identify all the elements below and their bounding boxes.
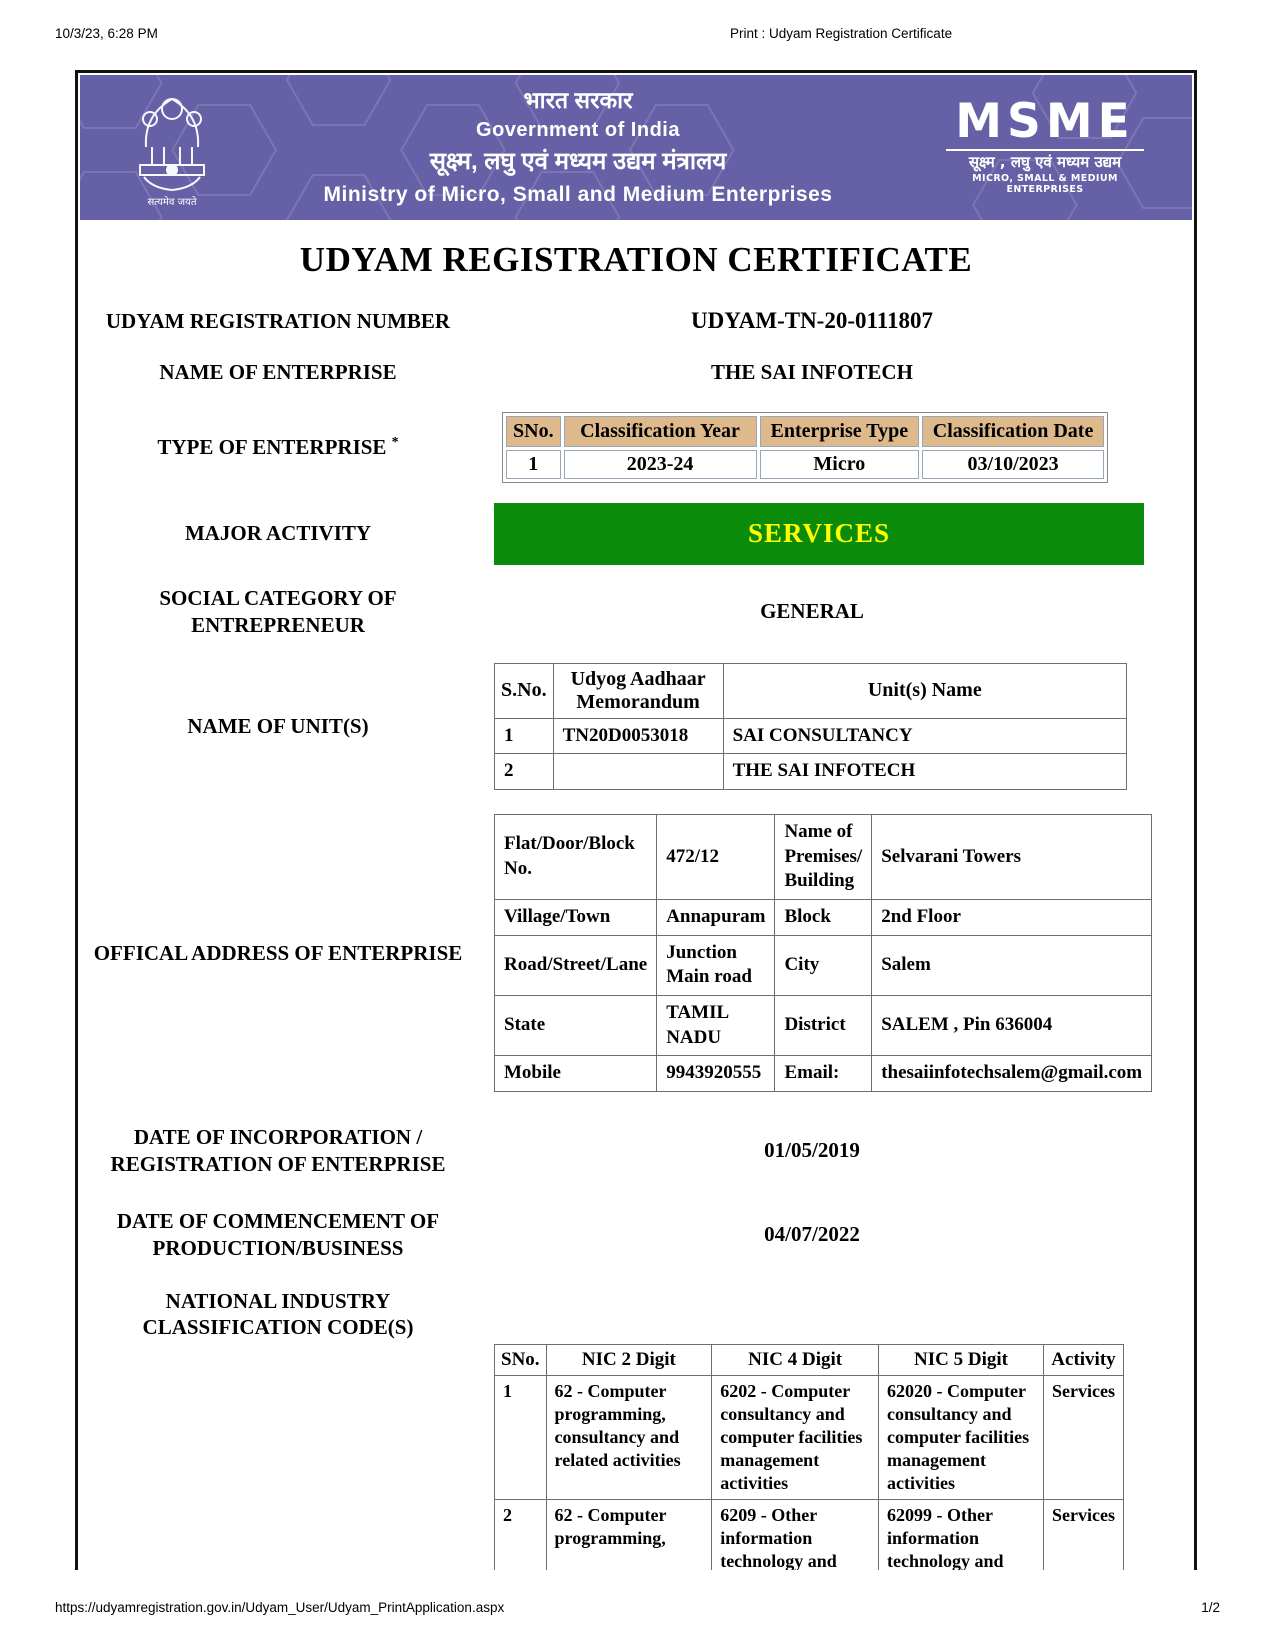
table-cell: Block: [775, 899, 872, 935]
table-cell: Road/Street/Lane: [495, 935, 657, 995]
units-label: NAME OF UNIT(S): [187, 713, 369, 738]
table-header-row: [495, 663, 1127, 718]
enterprise-type-table: [502, 412, 1108, 483]
column-header: Classification Date: [922, 416, 1104, 447]
table-cell: 1: [495, 1375, 547, 1499]
registration-number-value: UDYAM-TN-20-0111807: [691, 308, 933, 334]
address-row: [78, 814, 1194, 1092]
print-datetime: 10/3/23, 6:28 PM: [55, 26, 158, 41]
msme-logo-divider: [946, 149, 1144, 151]
msme-hindi-caption: सूक्ष्म , लघु एवं मध्यम उद्यम: [968, 153, 1122, 172]
footer-url: https://udyamregistration.gov.in/Udyam_User/Udyam_PrintApplication.aspx: [55, 1600, 505, 1615]
commencement-date-value: 04/07/2022: [764, 1222, 860, 1247]
table-cell: Micro: [760, 450, 920, 479]
table-row: [495, 899, 1152, 935]
table-cell: 2023-24: [564, 450, 757, 479]
table-cell: SALEM , Pin 636004: [872, 996, 1152, 1056]
nic-codes-label: NATIONAL INDUSTRY CLASSIFICATION CODE(S): [142, 1288, 414, 1340]
major-activity-row: [78, 503, 1194, 565]
social-category-value: GENERAL: [760, 599, 864, 624]
table-cell: City: [775, 935, 872, 995]
table-cell: Services: [1043, 1499, 1123, 1570]
table-cell: 9943920555: [657, 1056, 775, 1092]
table-row: [495, 718, 1127, 754]
nic-codes-table: [494, 1344, 1124, 1570]
table-row: [495, 1056, 1152, 1092]
print-title: Print : Udyam Registration Certificate: [730, 26, 953, 41]
govt-of-india-hindi: भारत सरकार: [523, 87, 633, 114]
enterprise-name-row: [78, 359, 1194, 386]
table-cell: Flat/Door/Block No.: [495, 814, 657, 899]
social-category-label: SOCIAL CATEGORY OF ENTREPRENEUR: [159, 585, 397, 637]
govt-of-india-english: Government of India: [476, 119, 680, 142]
ashoka-lion-capital-icon: [126, 87, 218, 191]
table-cell: 62 - Computer programming, consultancy and related activities: [546, 1375, 712, 1499]
column-header: Enterprise Type: [760, 416, 920, 447]
table-header-row: [506, 416, 1104, 447]
table-cell: 2: [495, 1499, 547, 1570]
table-cell: 62020 - Computer consultancy and computer facilities management activities: [879, 1375, 1044, 1499]
column-header: Udyog Aadhaar Memorandum: [553, 663, 723, 718]
table-row: [495, 754, 1127, 790]
commencement-date-row: [78, 1208, 1194, 1262]
table-cell: 62099 - Other information technology and: [879, 1499, 1044, 1570]
print-footer: [55, 1600, 1220, 1615]
address-label: OFFICAL ADDRESS OF ENTERPRISE: [93, 940, 463, 965]
footer-page-number: 1/2: [1201, 1600, 1220, 1615]
table-cell: Name of Premises/ Building: [775, 814, 872, 899]
major-activity-label: MAJOR ACTIVITY: [184, 521, 372, 546]
table-cell: 472/12: [657, 814, 775, 899]
nic-codes-row: [78, 1288, 1194, 1570]
table-cell: 2: [495, 754, 554, 790]
column-header: SNo.: [495, 1344, 547, 1375]
msme-logo: [936, 93, 1154, 196]
column-header: Classification Year: [564, 416, 757, 447]
table-cell: 6202 - Computer consultancy and computer facilities management activities: [712, 1375, 879, 1499]
column-header: SNo.: [506, 416, 561, 447]
table-cell: Selvarani Towers: [872, 814, 1152, 899]
table-cell: 1: [506, 450, 561, 479]
table-cell: Salem: [872, 935, 1152, 995]
table-header-row: [495, 1344, 1124, 1375]
certificate-frame: [75, 70, 1197, 1570]
social-category-row: [78, 585, 1194, 639]
enterprise-name-value: THE SAI INFOTECH: [711, 359, 913, 384]
column-header: NIC 5 Digit: [879, 1344, 1044, 1375]
commencement-date-label: DATE OF COMMENCEMENT OF PRODUCTION/BUSINESS: [116, 1208, 440, 1260]
incorporation-date-value: 01/05/2019: [764, 1138, 860, 1163]
table-cell: Junction Main road: [657, 935, 775, 995]
govt-banner: [80, 75, 1192, 220]
enterprise-name-label: NAME OF ENTERPRISE: [159, 359, 397, 384]
table-cell: 03/10/2023: [922, 450, 1104, 479]
column-header: NIC 4 Digit: [712, 1344, 879, 1375]
msme-english-caption: MICRO, SMALL & MEDIUM ENTERPRISES: [972, 173, 1118, 196]
incorporation-date-label: DATE OF INCORPORATION / REGISTRATION OF ENTERPRISE: [110, 1125, 446, 1176]
table-row: [506, 450, 1104, 479]
major-activity-banner: [494, 503, 1144, 565]
table-row: [495, 996, 1152, 1056]
registration-number-label: UDYAM REGISTRATION NUMBER: [105, 309, 451, 333]
table-cell: Annapuram: [657, 899, 775, 935]
print-header: [55, 26, 1220, 44]
table-cell: State: [495, 996, 657, 1056]
enterprise-type-label: TYPE OF ENTERPRISE *: [157, 434, 399, 459]
table-row: [495, 935, 1152, 995]
table-row: [495, 814, 1152, 899]
msme-wordmark: MSME: [955, 93, 1135, 149]
units-row: [78, 663, 1194, 790]
asterisk-note: *: [391, 434, 399, 450]
table-cell: SAI CONSULTANCY: [723, 718, 1126, 754]
table-cell: 1: [495, 718, 554, 754]
table-cell: 6209 - Other information technology and: [712, 1499, 879, 1570]
table-cell: Village/Town: [495, 899, 657, 935]
banner-titles: [220, 88, 936, 207]
units-table: [494, 663, 1127, 790]
column-header: Unit(s) Name: [723, 663, 1126, 718]
table-cell: 62 - Computer programming,: [546, 1499, 712, 1570]
table-cell: [553, 754, 723, 790]
table-cell: TAMIL NADU: [657, 996, 775, 1056]
column-header: NIC 2 Digit: [546, 1344, 712, 1375]
emblem-motto: सत्यमेव जयते: [147, 197, 197, 208]
table-cell: Mobile: [495, 1056, 657, 1092]
table-cell: District: [775, 996, 872, 1056]
table-cell: THE SAI INFOTECH: [723, 754, 1126, 790]
column-header: Activity: [1043, 1344, 1123, 1375]
india-emblem: [124, 87, 220, 208]
major-activity-value: SERVICES: [747, 518, 891, 549]
certificate-title: UDYAM REGISTRATION CERTIFICATE: [299, 240, 973, 279]
table-cell: 2nd Floor: [872, 899, 1152, 935]
table-cell: TN20D0053018: [553, 718, 723, 754]
table-row: [495, 1375, 1124, 1499]
address-table: [494, 814, 1152, 1092]
enterprise-type-row: [78, 412, 1194, 483]
table-cell: thesaiinfotechsalem@gmail.com: [872, 1056, 1152, 1092]
column-header: S.No.: [495, 663, 554, 718]
ministry-english: Ministry of Micro, Small and Medium Enterprises: [323, 182, 833, 206]
incorporation-date-row: [78, 1124, 1194, 1178]
table-row: [495, 1499, 1124, 1570]
table-cell: Services: [1043, 1375, 1123, 1499]
registration-number-row: [78, 308, 1194, 335]
ministry-hindi: सूक्ष्म, लघु एवं मध्यम उद्यम मंत्रालय: [429, 148, 727, 176]
table-cell: Email:: [775, 1056, 872, 1092]
